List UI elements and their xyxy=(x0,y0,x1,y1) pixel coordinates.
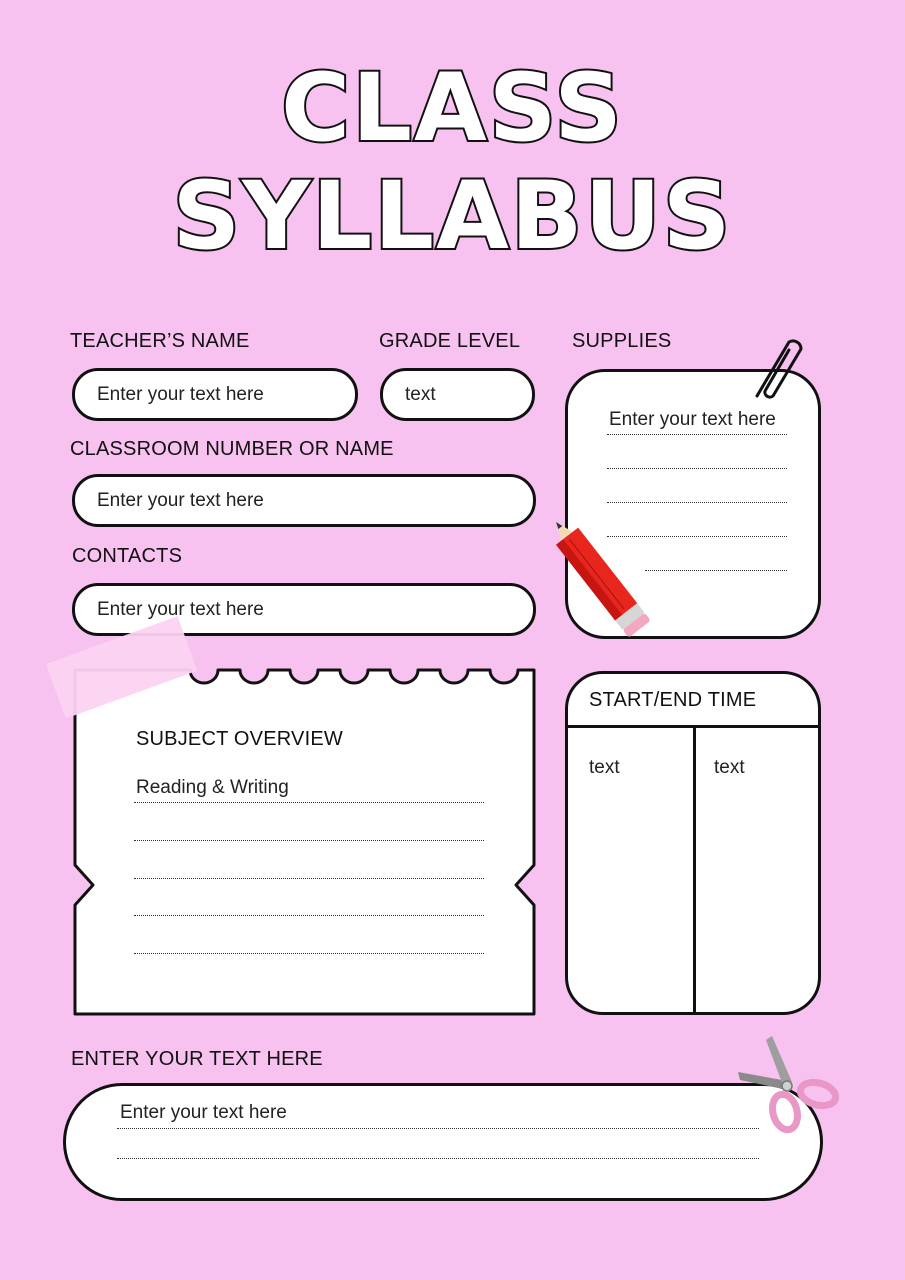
title-line-1: CLASS xyxy=(281,54,624,163)
teacher-name-label: TEACHER’S NAME xyxy=(70,330,250,352)
notes-box[interactable] xyxy=(63,1083,823,1201)
paperclip-icon xyxy=(745,330,805,405)
overview-line xyxy=(134,878,484,879)
grade-level-label: GRADE LEVEL xyxy=(379,330,521,352)
notes-line xyxy=(117,1128,759,1129)
contacts-label: CONTACTS xyxy=(72,545,183,567)
teacher-name-field[interactable] xyxy=(72,368,358,421)
supplies-label: SUPPLIES xyxy=(572,330,672,352)
supplies-value: Enter your text here xyxy=(609,409,776,430)
start-time-value[interactable]: text xyxy=(589,757,620,778)
supplies-line xyxy=(645,570,787,571)
notes-value: Enter your text here xyxy=(120,1102,287,1123)
supplies-line xyxy=(607,434,787,435)
overview-line xyxy=(134,802,484,803)
subject-overview-label: SUBJECT OVERVIEW xyxy=(136,728,343,750)
classroom-label: CLASSROOM NUMBER OR NAME xyxy=(70,438,394,460)
notes-label: ENTER YOUR TEXT HERE xyxy=(71,1048,323,1070)
overview-line xyxy=(134,840,484,841)
subject-overview-box[interactable] xyxy=(70,665,540,1020)
classroom-field[interactable] xyxy=(72,474,536,527)
start-end-time-label: START/END TIME xyxy=(589,689,757,711)
classroom-value: Enter your text here xyxy=(97,489,264,511)
teacher-name-value: Enter your text here xyxy=(97,383,264,405)
grade-level-field[interactable] xyxy=(380,368,535,421)
grade-level-value: text xyxy=(405,383,436,405)
start-end-time-column-divider xyxy=(693,725,696,1015)
scissors-icon xyxy=(730,1030,845,1145)
supplies-line xyxy=(607,502,787,503)
overview-line xyxy=(134,915,484,916)
notes-line xyxy=(117,1158,759,1159)
pencil-icon xyxy=(548,516,660,638)
overview-line xyxy=(134,953,484,954)
start-end-time-box[interactable] xyxy=(565,671,821,1015)
end-time-value[interactable]: text xyxy=(714,757,745,778)
subject-overview-value: Reading & Writing xyxy=(136,777,289,798)
contacts-value: Enter your text here xyxy=(97,598,264,620)
supplies-line xyxy=(607,468,787,469)
title-line-2: SYLLABUS xyxy=(172,162,733,271)
